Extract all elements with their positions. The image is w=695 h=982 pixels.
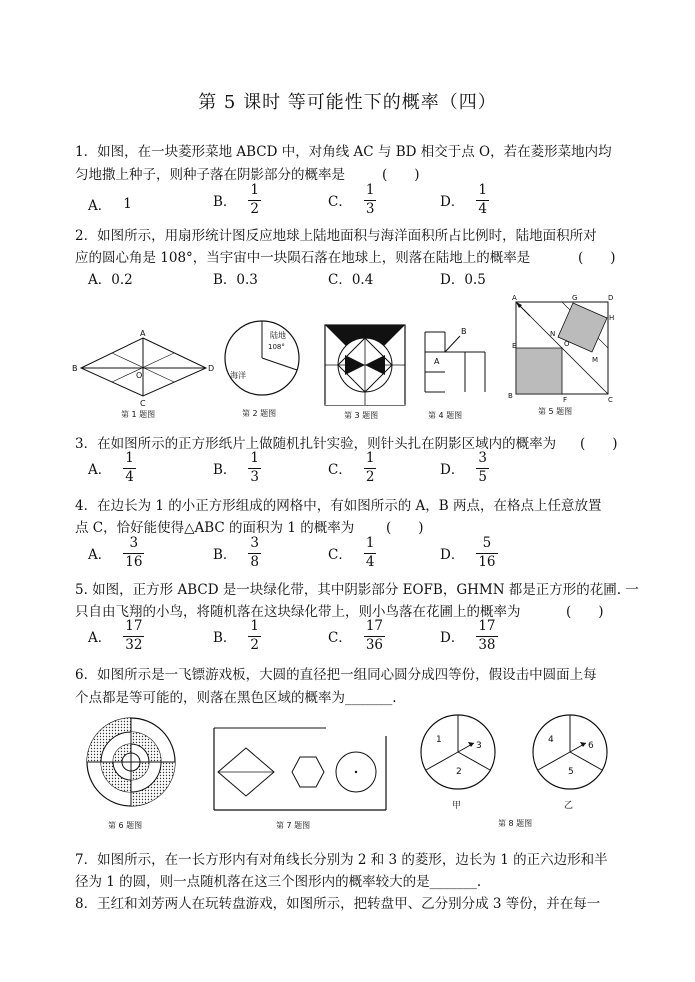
svg-text:B: B bbox=[72, 364, 78, 373]
q3-answer-paren: ( ) bbox=[580, 436, 618, 452]
fig2-land-label: 陆地 bbox=[270, 331, 286, 340]
q5-answer-paren: ( ) bbox=[566, 604, 604, 620]
svg-text:A: A bbox=[140, 329, 146, 338]
svg-text:F: F bbox=[563, 396, 568, 404]
svg-text:G: G bbox=[572, 294, 578, 302]
svg-text:M: M bbox=[592, 356, 599, 364]
q1-options bbox=[88, 184, 608, 220]
q7-line2: 径为 1 的圆，则一点随机落在这三个图形内的概率较大的是_______. bbox=[75, 874, 482, 890]
q5-line1: 5. 如图，正方形 ABCD 是一块绿化带，其中阴影部分 EOFB，GHMN 都是正方形的花圃. 一 bbox=[75, 582, 639, 598]
q5-line2: 只自由飞翔的小鸟，将随机落在这块绿化带上，则小鸟落在花圃上的概率为 bbox=[75, 604, 521, 620]
q5-option-d[interactable]: D． $\frac{17}{38}$ bbox=[440, 618, 496, 653]
q4-answer-paren: ( ) bbox=[386, 520, 424, 536]
svg-text:C: C bbox=[140, 399, 146, 408]
figure-3-square bbox=[322, 322, 408, 420]
q4-d-fraction: $\frac{5}{16}$ bbox=[478, 535, 496, 570]
q1-c-fraction: $\frac{1}{3}$ bbox=[365, 182, 375, 217]
svg-text:6: 6 bbox=[588, 741, 594, 751]
q5-option-c[interactable]: C． $\frac{17}{36}$ bbox=[328, 618, 384, 653]
svg-text:C: C bbox=[608, 396, 613, 404]
q7-line1: 7．如图所示，在一长方形内有对角线长分别为 2 和 3 的菱形，边长为 1 的正六边形和半 bbox=[75, 852, 608, 868]
svg-text:O: O bbox=[564, 340, 570, 348]
q4-option-c[interactable]: C． $\frac{1}{4}$ bbox=[328, 535, 375, 570]
fig7-caption: 第 7 题图 bbox=[276, 821, 311, 830]
q5-b-fraction: $\frac{1}{2}$ bbox=[250, 618, 260, 653]
figure-4-grid bbox=[420, 322, 495, 420]
svg-text:2: 2 bbox=[456, 767, 462, 777]
svg-text:3: 3 bbox=[476, 741, 482, 751]
svg-text:H: H bbox=[609, 314, 615, 322]
q5-option-a[interactable]: A． $\frac{17}{32}$ bbox=[88, 618, 143, 653]
q4-line2: 点 C，恰好能使得△ABC 的面积为 1 的概率为 bbox=[75, 520, 355, 536]
figure-8-spinner-jia bbox=[418, 712, 498, 816]
svg-text:B: B bbox=[461, 327, 467, 336]
fig5-caption: 第 5 题图 bbox=[538, 407, 573, 416]
q1-option-c[interactable]: C． $\frac{1}{3}$ bbox=[328, 182, 375, 217]
q2-option-d[interactable]: D．0.5 bbox=[440, 272, 486, 288]
q1-b-fraction: $\frac{1}{2}$ bbox=[250, 182, 260, 217]
spinner-jia-label: 甲 bbox=[452, 801, 462, 811]
q1-option-b[interactable]: B． $\frac{1}{2}$ bbox=[213, 182, 260, 217]
q3-b-fraction: $\frac{1}{3}$ bbox=[250, 450, 260, 485]
fig1-caption: 第 1 题图 bbox=[121, 410, 156, 419]
q5-a-fraction: $\frac{17}{32}$ bbox=[125, 618, 143, 653]
q1-answer-paren: ( ) bbox=[382, 167, 420, 183]
q4-b-fraction: $\frac{3}{8}$ bbox=[250, 535, 260, 570]
q3-a-fraction: $\frac{1}{4}$ bbox=[125, 450, 134, 485]
svg-text:4: 4 bbox=[548, 735, 554, 745]
q4-options bbox=[88, 537, 608, 573]
q2-line2: 应的圆心角是 108°，当宇宙中一块陨石落在地球上，则落在陆地上的概率是 bbox=[75, 250, 531, 266]
q5-d-fraction: $\frac{17}{38}$ bbox=[478, 618, 496, 653]
figure-5-square bbox=[508, 294, 616, 420]
q1-line2: 匀地撒上种子，则种子落在阴影部分的概率是 bbox=[75, 167, 345, 183]
svg-text:N: N bbox=[550, 330, 556, 338]
q4-a-fraction: $\frac{3}{16}$ bbox=[125, 535, 143, 570]
q4-option-b[interactable]: B． $\frac{3}{8}$ bbox=[213, 535, 260, 570]
q3-d-fraction: $\frac{3}{5}$ bbox=[478, 450, 487, 485]
fig2-angle-label: 108° bbox=[268, 343, 285, 351]
q2-option-c[interactable]: C．0.4 bbox=[328, 272, 374, 288]
figure-7-rectangle bbox=[208, 722, 398, 834]
figure-1-rhombus bbox=[72, 329, 215, 420]
fig2-caption: 第 2 题图 bbox=[242, 409, 277, 418]
q1-line1: 1．如图，在一块菱形菜地 ABCD 中，对角线 AC 与 BD 相交于点 O，若在菱形菜地内均 bbox=[75, 144, 612, 160]
q2-options bbox=[88, 268, 608, 288]
svg-text:A: A bbox=[434, 357, 440, 366]
fig8-caption: 第 8 题图 bbox=[498, 819, 533, 828]
q3-line1: 3．在如图所示的正方形纸片上做随机扎针实验，则针头扎在阴影区域内的概率为 bbox=[75, 436, 557, 452]
q3-option-c[interactable]: C． $\frac{1}{2}$ bbox=[328, 450, 375, 485]
fig3-caption: 第 3 题图 bbox=[344, 411, 379, 420]
figure-6-dartboard bbox=[84, 714, 184, 834]
q6-line1: 6．如图所示是一飞镖游戏板，大圆的直径把一组同心圆分成四等份，假设击中圆面上每 bbox=[75, 667, 597, 683]
figure-2-pie bbox=[222, 318, 304, 420]
svg-text:B: B bbox=[508, 392, 513, 400]
q2-option-a[interactable]: A．0.2 bbox=[88, 272, 133, 288]
svg-text:D: D bbox=[608, 294, 614, 302]
fig6-caption: 第 6 题图 bbox=[108, 821, 143, 830]
q4-c-fraction: $\frac{1}{4}$ bbox=[365, 535, 375, 570]
q3-c-fraction: $\frac{1}{2}$ bbox=[365, 450, 375, 485]
q3-option-a[interactable]: A． $\frac{1}{4}$ bbox=[88, 450, 134, 485]
fig4-caption: 第 4 题图 bbox=[428, 411, 463, 420]
q2-line1: 2．如图所示，用扇形统计图反应地球上陆地面积与海洋面积所占比例时，陆地面积所对 bbox=[75, 228, 597, 244]
q6-line2: 个点都是等可能的，则落在黑色区域的概率为_______. bbox=[75, 690, 397, 706]
svg-text:A: A bbox=[512, 294, 517, 302]
svg-text:E: E bbox=[512, 342, 517, 350]
q1-option-d[interactable]: D． $\frac{1}{4}$ bbox=[440, 182, 487, 217]
svg-text:1: 1 bbox=[436, 735, 442, 745]
q5-option-b[interactable]: B． $\frac{1}{2}$ bbox=[213, 618, 260, 653]
fig2-sea-label: 海洋 bbox=[230, 371, 246, 380]
svg-text:O: O bbox=[136, 371, 143, 380]
page-title: 第 5 课时 等可能性下的概率（四） bbox=[198, 92, 497, 113]
spinner-yi-label: 乙 bbox=[564, 801, 574, 811]
q2-option-b[interactable]: B．0.3 bbox=[213, 272, 258, 288]
figure-8-spinner-yi bbox=[530, 712, 610, 816]
q5-c-fraction: $\frac{17}{36}$ bbox=[365, 618, 384, 653]
q4-option-a[interactable]: A． $\frac{3}{16}$ bbox=[88, 535, 143, 570]
q3-option-b[interactable]: B． $\frac{1}{3}$ bbox=[213, 450, 260, 485]
q3-options bbox=[88, 452, 608, 488]
q8-line1: 8．王红和刘芳两人在玩转盘游戏，如图所示，把转盘甲、乙分别分成 3 等份，并在每一 bbox=[75, 896, 601, 912]
svg-text:D: D bbox=[208, 364, 215, 373]
q3-option-d[interactable]: D． $\frac{3}{5}$ bbox=[440, 450, 487, 485]
q1-d-fraction: $\frac{1}{4}$ bbox=[478, 182, 487, 217]
q4-option-d[interactable]: D． $\frac{5}{16}$ bbox=[440, 535, 496, 570]
q5-options bbox=[88, 620, 608, 656]
q2-answer-paren: ( ) bbox=[578, 250, 616, 266]
q1-option-a[interactable]: A． 1 bbox=[88, 196, 132, 214]
svg-text:5: 5 bbox=[568, 767, 574, 777]
q4-line1: 4．在边长为 1 的小正方形组成的网格中，有如图所示的 A，B 两点，在格点上任意放置 bbox=[75, 498, 602, 514]
